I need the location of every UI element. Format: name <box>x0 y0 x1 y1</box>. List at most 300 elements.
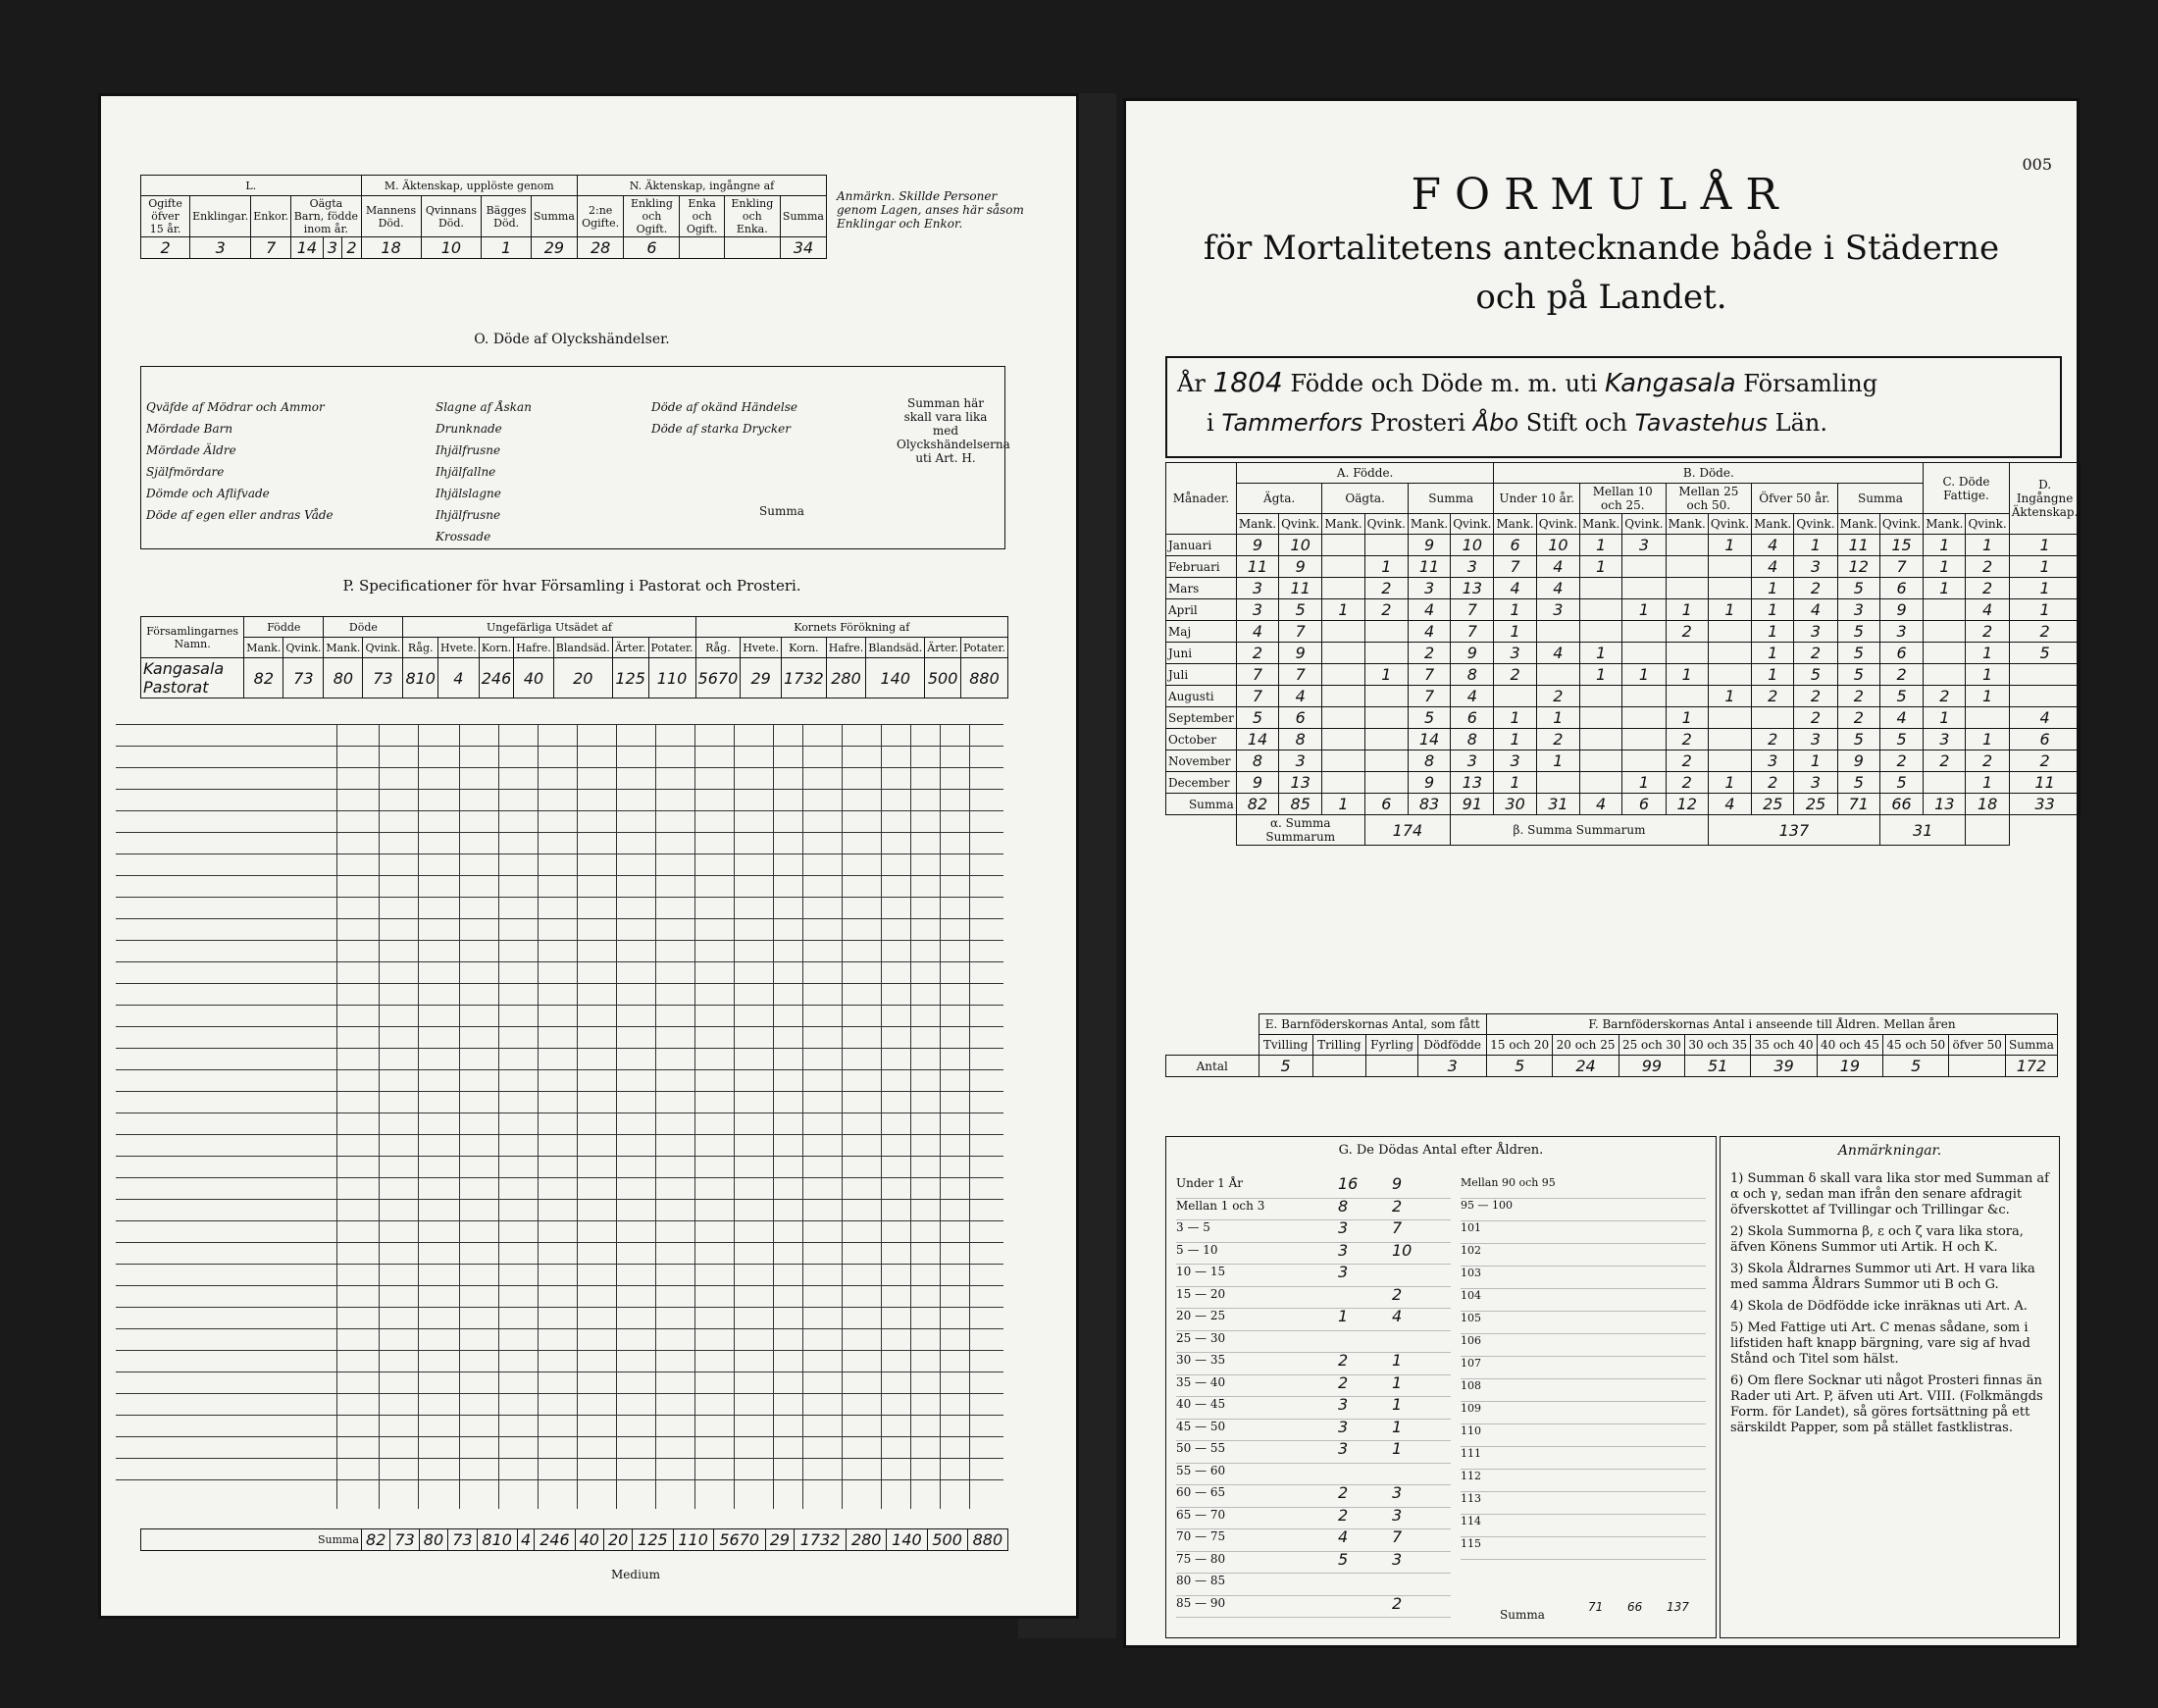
value-cell: 7 <box>1494 556 1536 578</box>
sum-cell: 85 <box>1279 794 1322 815</box>
value-cell: 6 <box>2009 729 2081 750</box>
value-cell: 73 <box>363 658 403 699</box>
value-cell: 4 <box>2009 707 2081 729</box>
month-label: December <box>1166 772 1237 794</box>
age-label: 115 <box>1461 1537 1481 1550</box>
value-cell <box>2009 664 2081 686</box>
value-cell: 11 <box>1408 556 1450 578</box>
sum-cell: 31 <box>1536 794 1579 815</box>
sub-header: Hafre. <box>826 638 866 658</box>
col-header: Summa <box>780 196 826 237</box>
olycks-note: Summan här skall vara lika med Olyckshändelserna uti Art. H. <box>897 396 1010 465</box>
value-cell <box>1536 621 1579 643</box>
sum-cell: 12 <box>1666 794 1708 815</box>
value-cell: 10 <box>1279 535 1322 556</box>
value-cell: 14 <box>1408 729 1450 750</box>
value-cell <box>1924 599 1966 621</box>
value-cell: 4 <box>1408 621 1450 643</box>
value-cell: 3 <box>1837 599 1879 621</box>
sum-cell: 4 <box>1708 794 1751 815</box>
value-cell: 7 <box>1279 621 1322 643</box>
value-cell: 3 <box>1451 750 1494 772</box>
value-cell: 5 <box>1879 772 1923 794</box>
month-row <box>1166 556 2081 578</box>
value-cell: 2 <box>1536 729 1579 750</box>
age-label: 50 — 55 <box>1176 1441 1226 1455</box>
value-cell: 1 <box>1494 772 1536 794</box>
value-cell: 2 <box>1794 707 1837 729</box>
month-label: Februari <box>1166 556 1237 578</box>
age-label: 114 <box>1461 1515 1481 1527</box>
sum-cell: 6 <box>1622 794 1666 815</box>
value-cell: 7 <box>1236 664 1278 686</box>
age-label: 25 — 30 <box>1176 1330 1226 1345</box>
qvink-value: 7 <box>1392 1218 1403 1237</box>
sub-header: Råg. <box>403 638 438 658</box>
col-header: Ungefärliga Utsädet af <box>403 617 695 638</box>
mank-value: 3 <box>1338 1218 1349 1237</box>
value-cell <box>1322 556 1364 578</box>
col-header: 2:ne Ogifte. <box>577 196 623 237</box>
value-cell: 2 <box>1794 643 1837 664</box>
value-cell: 1 <box>1622 664 1666 686</box>
value-cell: 11 <box>1236 556 1278 578</box>
value-cell: 34 <box>780 237 826 259</box>
value-cell <box>2009 686 2081 707</box>
value-cell: 3 <box>1279 750 1322 772</box>
value-cell <box>1494 686 1536 707</box>
value-cell: 18 <box>361 237 421 259</box>
section-O-title: O. Döde af Olyckshändelser. <box>474 332 670 347</box>
header-text: År <box>1177 370 1206 397</box>
value-cell: 8 <box>1236 750 1278 772</box>
age-row <box>1176 1240 1451 1266</box>
value-cell: 1 <box>1580 664 1622 686</box>
value-cell <box>1666 686 1708 707</box>
value-cell: 2 <box>1666 750 1708 772</box>
value-cell: 8 <box>1451 664 1494 686</box>
page-number: 005 <box>2022 155 2052 174</box>
section-P-summa-row <box>140 1528 1008 1551</box>
col-header: Enkor. <box>251 196 291 237</box>
month-label: October <box>1166 729 1237 750</box>
value-cell: 4 <box>1794 599 1837 621</box>
value-cell: 140 <box>866 658 925 699</box>
col-header: Summa <box>531 196 577 237</box>
qvink-value: 10 <box>1392 1240 1413 1260</box>
age-row <box>1461 1357 1706 1379</box>
qvink-header: Qvink. <box>1708 514 1751 535</box>
value-cell: 125 <box>612 658 648 699</box>
sub-header: Ärter. <box>925 638 961 658</box>
olycks-col2 <box>436 396 532 547</box>
qvink-value: 9 <box>1392 1174 1403 1193</box>
value-cell: 9 <box>1236 772 1278 794</box>
age-row <box>1461 1402 1706 1424</box>
sub-header: Öfver 50 år. <box>1752 484 1838 514</box>
value-cell: 1 <box>1924 707 1966 729</box>
value-cell <box>1322 707 1364 729</box>
age-label: 30 — 35 <box>1176 1353 1226 1367</box>
value-cell: 1 <box>2009 535 2081 556</box>
age-label: 60 — 65 <box>1176 1485 1226 1499</box>
qvink-header: Qvink. <box>1794 514 1837 535</box>
sum-cell: 20 <box>603 1529 632 1551</box>
mank-header: Mank. <box>1408 514 1450 535</box>
value-cell <box>1580 729 1622 750</box>
value-cell <box>1752 707 1794 729</box>
value-cell <box>1580 578 1622 599</box>
value-cell: 500 <box>925 658 961 699</box>
value-cell: 5 <box>1879 729 1923 750</box>
value-cell: 13 <box>1279 772 1322 794</box>
value-cell: 40 <box>514 658 554 699</box>
mank-value: 2 <box>1338 1505 1349 1525</box>
value-cell: 6 <box>1279 707 1322 729</box>
G-age-column-1 <box>1176 1176 1451 1618</box>
value-cell: 6 <box>1879 643 1923 664</box>
section-E-F-table <box>1165 1013 2058 1077</box>
qvink-header: Qvink. <box>1622 514 1666 535</box>
value-cell: 2 <box>1494 664 1536 686</box>
age-label: 20 — 25 <box>1176 1309 1226 1322</box>
qvink-value: 1 <box>1392 1351 1403 1370</box>
sum-cell: 140 <box>887 1529 927 1551</box>
sum-cell: 110 <box>673 1529 713 1551</box>
value-cell: 1 <box>1666 599 1708 621</box>
mank-header: Mank. <box>1666 514 1708 535</box>
section-G-title: G. De Dödas Antal efter Åldren. <box>1338 1143 1544 1158</box>
value-cell <box>1322 750 1364 772</box>
value-cell: 8 <box>1279 729 1322 750</box>
sub-header: Mellan 10 och 25. <box>1580 484 1667 514</box>
value-cell: 7 <box>1236 686 1278 707</box>
value-cell: 5 <box>2009 643 2081 664</box>
sum-cell: 25 <box>1752 794 1794 815</box>
olycks-col1 <box>146 396 334 526</box>
value-cell: 3 <box>1794 772 1837 794</box>
value-cell: 1 <box>1966 664 2009 686</box>
value-cell <box>1708 556 1751 578</box>
mank-value: 2 <box>1338 1483 1349 1502</box>
sum-cell: 18 <box>1966 794 2009 815</box>
sum-cell: 30 <box>1494 794 1536 815</box>
age-row <box>1176 1265 1451 1287</box>
mank-value: 16 <box>1338 1174 1359 1193</box>
col-header: 40 och 45 <box>1817 1035 1882 1056</box>
section-O-box <box>140 366 1010 549</box>
anmarkningar-list <box>1730 1171 2049 1442</box>
sub-header: Korn. <box>782 638 827 658</box>
qvink-value: 3 <box>1392 1483 1403 1502</box>
G-summa-label: Summa <box>1500 1608 1545 1622</box>
col-header: Döde <box>324 617 403 638</box>
value-cell <box>1966 707 2009 729</box>
right-page <box>1123 98 2080 1648</box>
value-cell <box>1924 643 1966 664</box>
qvink-value: 7 <box>1392 1527 1403 1546</box>
age-row <box>1461 1424 1706 1447</box>
age-row <box>1461 1379 1706 1402</box>
value-cell: 2 <box>1364 599 1408 621</box>
value-cell: 5 <box>1837 643 1879 664</box>
sub-header: Qvink. <box>363 638 403 658</box>
value-cell: 11 <box>2009 772 2081 794</box>
month-label: September <box>1166 707 1237 729</box>
value-cell: 9 <box>1408 772 1450 794</box>
sub-header: Mank. <box>324 638 363 658</box>
value-cell: 1 <box>1322 599 1364 621</box>
col-header: Summa <box>2005 1035 2057 1056</box>
age-label: 111 <box>1461 1447 1481 1460</box>
age-label: 103 <box>1461 1267 1481 1279</box>
value-cell: 5 <box>1879 686 1923 707</box>
value-cell: 20 <box>553 658 612 699</box>
value-cell <box>1580 772 1622 794</box>
value-cell: 1 <box>1752 578 1794 599</box>
value-cell: 9 <box>1279 643 1322 664</box>
value-cell <box>1364 643 1408 664</box>
sum-cell: 66 <box>1879 794 1923 815</box>
value-cell: 3 <box>1536 599 1579 621</box>
qvink-value: 3 <box>1392 1549 1403 1569</box>
mank-value: 3 <box>1338 1417 1349 1436</box>
value-cell: 1 <box>1924 535 1966 556</box>
value-cell: 2 <box>1408 643 1450 664</box>
age-label: 3 — 5 <box>1176 1220 1210 1234</box>
value-cell <box>1708 578 1751 599</box>
value-cell: 3 <box>1418 1056 1487 1077</box>
antal-label: Antal <box>1166 1056 1259 1077</box>
value-cell: 5670 <box>695 658 741 699</box>
value-cell: 3 <box>1794 556 1837 578</box>
value-cell <box>724 237 780 259</box>
value-cell <box>1322 664 1364 686</box>
mank-value: 1 <box>1338 1307 1349 1325</box>
olycks-col3 <box>651 396 797 440</box>
value-cell: 9 <box>1451 643 1494 664</box>
section-P-ruled-lines <box>116 724 1003 1509</box>
month-label: Augusti <box>1166 686 1237 707</box>
value-cell: 5 <box>1837 664 1879 686</box>
month-label: Januari <box>1166 535 1237 556</box>
age-row <box>1461 1289 1706 1312</box>
age-label: 108 <box>1461 1379 1481 1392</box>
row-label: Mördade Äldre <box>146 443 236 457</box>
value-cell <box>1364 750 1408 772</box>
section-F-title: F. Barnföderskornas Antal i anseende till Åldren. Mellan åren <box>1487 1014 2058 1035</box>
value-cell: 1 <box>1752 599 1794 621</box>
value-cell: 14 <box>291 237 324 259</box>
age-row <box>1461 1447 1706 1470</box>
age-label: Mellan 1 och 3 <box>1176 1198 1265 1213</box>
value-cell: 1 <box>1752 643 1794 664</box>
mank-value: 5 <box>1338 1549 1349 1569</box>
value-cell: 2 <box>1837 686 1879 707</box>
row-label: Mördade Barn <box>146 422 233 436</box>
value-cell: 2 <box>2009 750 2081 772</box>
G-sum-total: 137 <box>1667 1600 1689 1614</box>
mank-header: Mank. <box>1837 514 1879 535</box>
value-cell: 880 <box>960 658 1007 699</box>
month-row <box>1166 750 2081 772</box>
qvink-value: 2 <box>1392 1593 1403 1613</box>
beta-value: 137 <box>1708 815 1879 846</box>
qvink-header: Qvink. <box>1364 514 1408 535</box>
qvink-value: 2 <box>1392 1284 1403 1304</box>
row-label: Döde af starka Drycker <box>651 422 791 436</box>
header-text: Församling <box>1743 370 1878 397</box>
row-label: Döde af okänd Händelse <box>651 400 797 414</box>
age-row <box>1176 1284 1451 1310</box>
summa-label: Summa <box>1166 794 1237 815</box>
section-A-B-table <box>1165 462 2081 846</box>
value-cell <box>1580 621 1622 643</box>
value-cell: 1 <box>1580 556 1622 578</box>
value-cell <box>1536 772 1579 794</box>
age-label: 35 — 40 <box>1176 1374 1226 1389</box>
age-label: 106 <box>1461 1334 1481 1347</box>
value-cell: 1 <box>2009 599 2081 621</box>
value-cell: Kangasala Pastorat <box>141 658 244 699</box>
age-row <box>1176 1397 1451 1420</box>
value-cell: 2 <box>1879 750 1923 772</box>
value-cell: 7 <box>1279 664 1322 686</box>
section-G-box <box>1165 1136 1717 1638</box>
month-row <box>1166 621 2081 643</box>
age-label: 105 <box>1461 1312 1481 1324</box>
age-row <box>1176 1353 1451 1375</box>
value-cell: 13 <box>1451 772 1494 794</box>
value-cell: 28 <box>577 237 623 259</box>
value-cell: 73 <box>283 658 324 699</box>
value-cell: 29 <box>531 237 577 259</box>
age-row <box>1461 1470 1706 1492</box>
sub-header: Blandsäd. <box>553 638 612 658</box>
sub-header: Potater. <box>960 638 1007 658</box>
value-cell: 7 <box>1451 599 1494 621</box>
value-cell: 1 <box>1966 686 2009 707</box>
value-cell: 1732 <box>782 658 827 699</box>
sub-header: Summa <box>1837 484 1924 514</box>
value-cell <box>1949 1056 2006 1077</box>
value-cell: 8 <box>1408 750 1450 772</box>
olycks-summa-label: Summa <box>759 504 804 518</box>
form-subtitle: för Mortalitetens antecknande både i Städerne <box>1203 229 2000 268</box>
age-row <box>1176 1505 1451 1530</box>
row-label: Ihjälfallne <box>436 465 496 479</box>
remark-item: 6) Om flere Socknar uti något Prosteri finnas än Rader uti Art. P, äfven uti Art. VIII. (Folkmängds Form. för Landet), så göres fortsättning på ett särskildt Papper, som på stället fastklistras. <box>1730 1373 2043 1435</box>
value-cell <box>1622 729 1666 750</box>
value-cell: 3 <box>1752 750 1794 772</box>
value-cell: 12 <box>1837 556 1879 578</box>
value-cell: 5 <box>1279 599 1322 621</box>
G-sum-mank: 71 <box>1588 1600 1604 1614</box>
col-header: Månader. <box>1166 463 1237 535</box>
value-cell: 51 <box>1685 1056 1751 1077</box>
row-label: Ihjälfrusne <box>436 443 501 457</box>
value-cell: 4 <box>1536 556 1579 578</box>
value-cell <box>1322 621 1364 643</box>
value-cell: 10 <box>1536 535 1579 556</box>
value-cell: 4 <box>1236 621 1278 643</box>
row-label: Slagne af Åskan <box>436 400 532 414</box>
age-row <box>1176 1485 1451 1508</box>
age-label: 107 <box>1461 1357 1481 1370</box>
age-label: Under 1 År <box>1176 1176 1244 1190</box>
value-cell <box>1580 686 1622 707</box>
sum-cell: 25 <box>1794 794 1837 815</box>
value-cell: 6 <box>624 237 680 259</box>
value-cell: 7 <box>1879 556 1923 578</box>
col-header: 30 och 35 <box>1685 1035 1751 1056</box>
value-cell <box>1364 535 1408 556</box>
qvink-value: 1 <box>1392 1417 1403 1436</box>
sub-header: Potater. <box>648 638 695 658</box>
month-row <box>1166 772 2081 794</box>
age-label: 10 — 15 <box>1176 1265 1226 1278</box>
remark-item: 2) Skola Summorna β, ε och ζ vara lika stora, äfven Könens Summor uti Artik. H och K. <box>1730 1224 2024 1255</box>
col-header: Kornets Förökning af <box>695 617 1007 638</box>
qvink-value: 1 <box>1392 1439 1403 1458</box>
value-cell: 1 <box>1966 729 2009 750</box>
value-cell: 5 <box>1236 707 1278 729</box>
col-header: Enkling och Enka. <box>724 196 780 237</box>
header-text: Stift och <box>1525 409 1627 437</box>
section-N-title: N. Äktenskap, ingångne af <box>577 176 826 196</box>
value-cell <box>1708 707 1751 729</box>
section-L-M-N <box>140 175 827 259</box>
value-cell <box>1924 664 1966 686</box>
mank-header: Mank. <box>1580 514 1622 535</box>
value-cell: 2 <box>1966 750 2009 772</box>
value-cell: 3 <box>1494 750 1536 772</box>
value-cell: 2 <box>1879 664 1923 686</box>
sub-header: Hvete. <box>741 638 782 658</box>
col-header: Bägges Död. <box>482 196 532 237</box>
sum-cell: 4 <box>517 1529 535 1551</box>
parish-value: Kangasala <box>1605 369 1736 398</box>
age-label: 55 — 60 <box>1176 1463 1226 1477</box>
age-label: 104 <box>1461 1289 1481 1302</box>
value-cell: 4 <box>1752 556 1794 578</box>
value-cell: 39 <box>1751 1056 1817 1077</box>
value-cell: 3 <box>190 237 251 259</box>
value-cell: 1 <box>1580 535 1622 556</box>
col-header: öfver 50 <box>1949 1035 2006 1056</box>
qvink-value: 3 <box>1392 1505 1403 1525</box>
value-cell: 99 <box>1618 1056 1684 1077</box>
age-row <box>1176 1574 1451 1596</box>
mank-header: Mank. <box>1924 514 1966 535</box>
month-row <box>1166 707 2081 729</box>
row-label: Ihjälslagne <box>436 487 501 500</box>
age-row <box>1176 1331 1451 1354</box>
header-text: Län. <box>1774 409 1827 437</box>
qvink-value: 1 <box>1392 1395 1403 1414</box>
month-row <box>1166 643 2081 664</box>
value-cell: 2 <box>1966 621 2009 643</box>
header-text: i <box>1207 409 1214 437</box>
value-cell <box>1708 750 1751 772</box>
value-cell: 2 <box>1236 643 1278 664</box>
sub-header: Mellan 25 och 50. <box>1666 484 1752 514</box>
col-header: Qvinnans Död. <box>421 196 482 237</box>
value-cell: 1 <box>1708 535 1751 556</box>
value-cell: 5 <box>1487 1056 1553 1077</box>
col-header: Födde <box>244 617 324 638</box>
row-label: Drunknade <box>436 422 502 436</box>
